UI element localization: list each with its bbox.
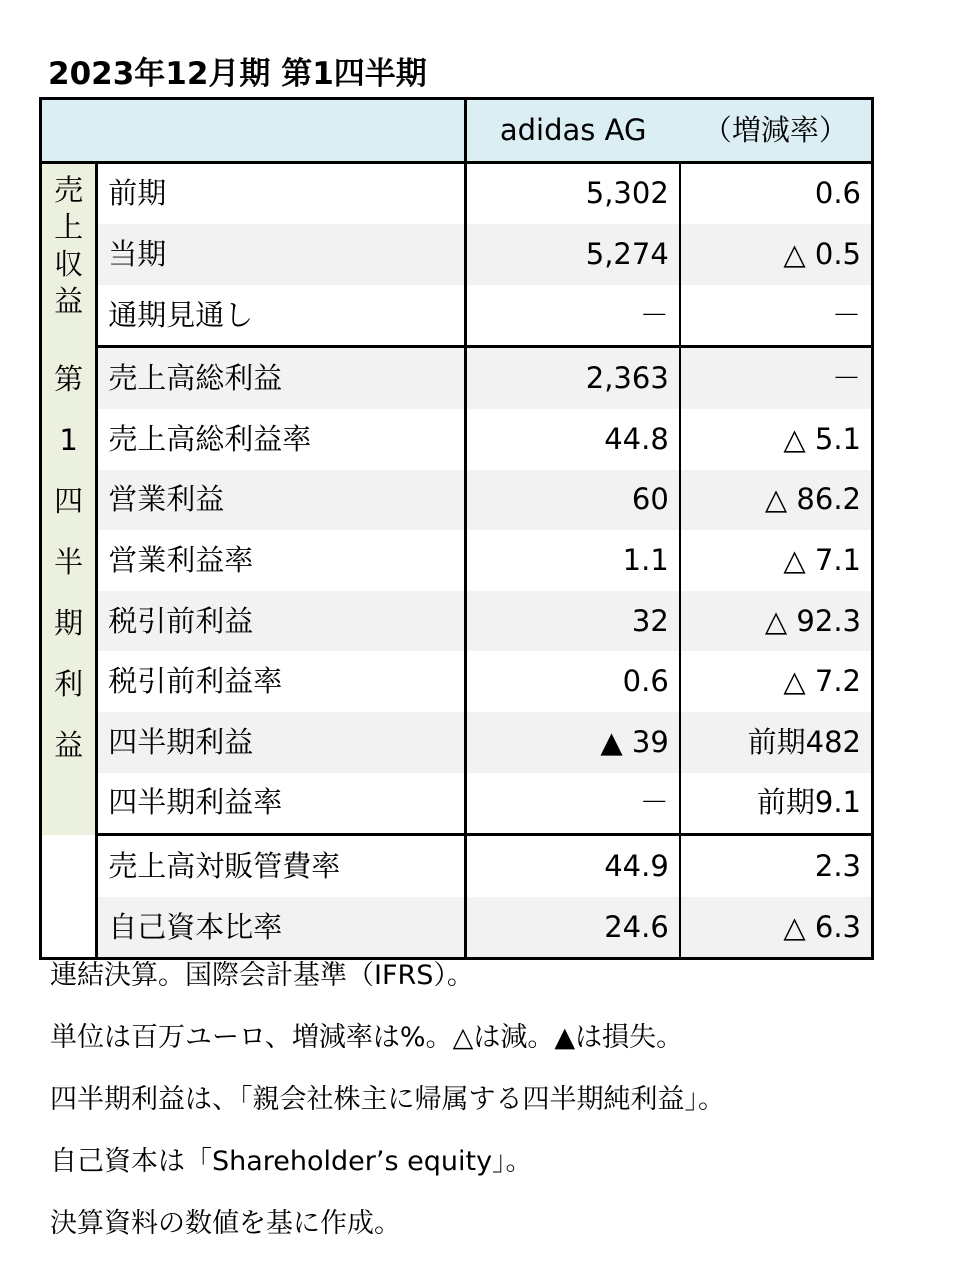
row-value: 5,274 [465,224,680,285]
table-row [41,530,873,591]
notes [50,955,725,1265]
table-row [41,712,873,773]
table-row [41,897,873,959]
table-row [41,773,873,835]
table-row [41,285,873,347]
header-rate: （増減率） [680,99,873,163]
note-line: 単位は百万ユーロ、増減率は%。△は減。▲は損失。 [50,1022,684,1053]
group-label-char: 半 [54,544,84,579]
row-label: 通期見通し [97,285,465,347]
table-row [41,591,873,652]
row-label: 四半期利益 [97,712,465,773]
group-label-q1-profit [41,347,97,835]
row-label: 税引前利益率 [108,664,283,699]
note-line: 自己資本は「Shareholder’s equity」。 [50,1146,533,1177]
row-rate: △ 7.1 [783,542,861,577]
group-label-char: 益 [54,727,84,762]
row-value: 1.1 [465,530,680,591]
row-rate: 0.6 [814,176,861,211]
row-rate: △ 92.3 [680,591,873,652]
row-value: 5,302 [465,162,680,224]
row-rate: △ 0.5 [680,224,873,285]
group-label-char: 1 [59,422,78,457]
row-value: 44.8 [465,409,680,470]
group-label-char: 第 [54,361,84,396]
row-label: 自己資本比率 [97,897,465,959]
table-row [41,470,873,531]
row-label: 営業利益率 [108,542,254,577]
row-rate: △ 5.1 [783,421,861,456]
row-rate: △ 86.2 [680,470,873,531]
group-label-ratios [41,835,97,959]
header-blank-cell [41,99,466,163]
header-company: adidas AG [465,99,680,163]
row-label: 税引前利益 [97,591,465,652]
row-value: － [465,285,680,347]
row-label: 営業利益 [97,470,465,531]
row-label: 四半期利益率 [97,773,465,835]
row-label: 売上高総利益 [97,347,465,409]
financial-table [39,97,874,960]
row-rate: △ 7.2 [783,664,861,699]
note-line: 決算資料の数値を基に作成。 [50,1208,401,1239]
row-label: 売上高総利益率 [108,421,312,456]
row-value: － [465,773,680,835]
row-value: 2,363 [465,347,680,409]
row-value: 24.6 [465,897,680,959]
group-label-sales [41,162,97,347]
table-header-row [41,99,873,163]
table-row [41,162,873,224]
table-row [41,651,873,712]
row-label: 前期 [108,176,167,211]
row-label: 売上高対販管費率 [108,848,341,883]
note-line: 連結決算。国際会計基準（IFRS）。 [50,960,474,991]
row-rate: 2.3 [814,848,861,883]
group-label-char: 利 [54,666,84,701]
row-rate: 前期482 [680,712,873,773]
row-label: 当期 [97,224,465,285]
table-row [41,224,873,285]
note-line: 四半期利益は、「親会社株主に帰属する四半期純利益」。 [50,1084,725,1115]
group-label-char: 売 [54,172,84,207]
row-rate: － [680,285,873,347]
row-value: 44.9 [465,835,680,897]
table-row [41,409,873,470]
group-label-char: 四 [54,483,84,518]
row-value: 0.6 [465,651,680,712]
row-rate: 前期9.1 [680,773,873,835]
row-value: 60 [465,470,680,531]
table-row [41,347,873,409]
group-label-char: 益 [54,283,84,318]
row-rate: － [680,347,873,409]
group-label-char: 上 [54,209,84,244]
group-label-char: 期 [54,605,84,640]
row-value: ▲ 39 [465,712,680,773]
table-row [41,835,873,897]
row-rate: △ 6.3 [680,897,873,959]
row-value: 32 [465,591,680,652]
group-label-char: 収 [54,246,84,281]
page-title: 2023年12月期 第1四半期 [48,56,427,92]
